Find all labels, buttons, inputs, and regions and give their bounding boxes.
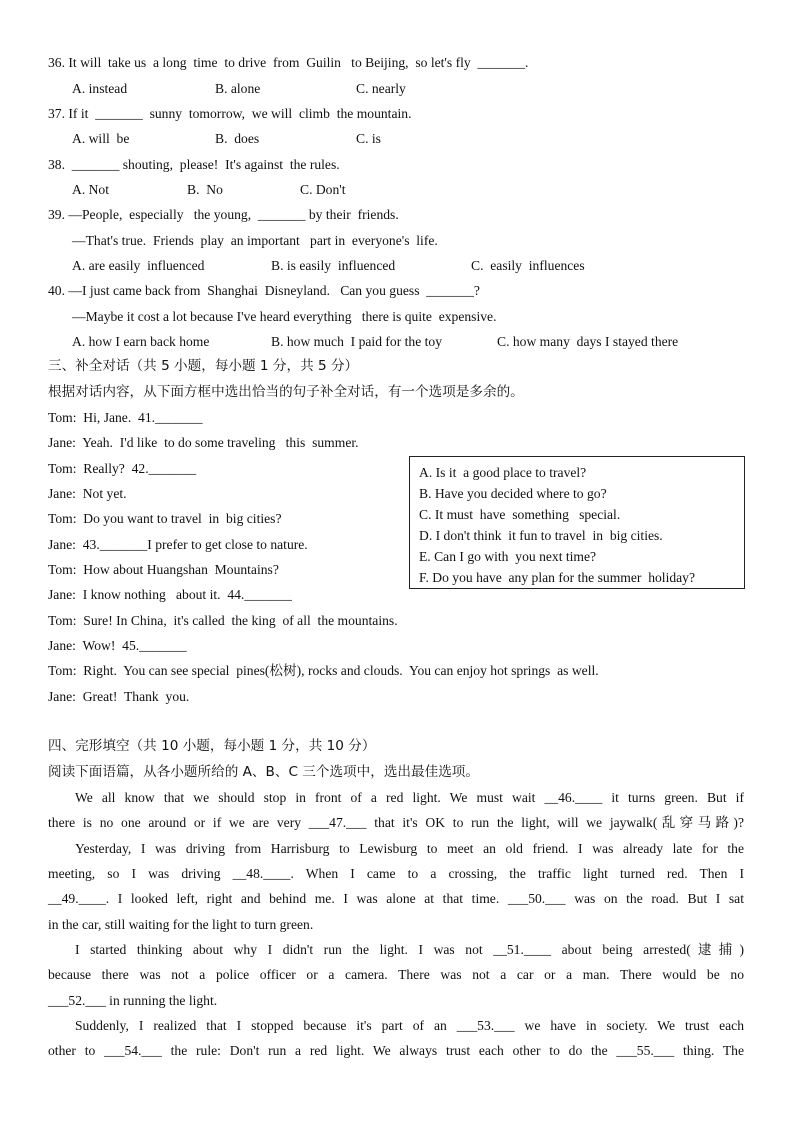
dialogue-line: Jane: 43._______I prefer to get close to nature. [48, 537, 308, 552]
question-37-option-b: B. does [215, 131, 260, 146]
dialogue-line: Jane: Yeah. I'd like to do some traveling this summer. [48, 435, 359, 450]
passage-line: ___52.___ in running the light. [48, 993, 218, 1008]
question-36-option-a: A. instead [72, 81, 128, 96]
dialogue-line: Tom: How about Huangshan Mountains? [48, 562, 279, 577]
question-37-option-a: A. will be [72, 131, 130, 146]
question-38-option-a: A. Not [72, 182, 110, 197]
question-38-option-b: B. No [187, 182, 223, 197]
question-36-option-c: C. nearly [356, 81, 406, 96]
passage-line: I started thinking about why I didn't run the light. I was not __51.____ about being arrested(逮捕) [75, 942, 744, 957]
question-40-option-a: A. how I earn back home [72, 334, 210, 349]
passage-line: We all know that we should stop in front of a red light. We must wait __46.____ it turns green. But if [75, 790, 744, 805]
question-37-stem: 37. If it _______ sunny tomorrow, we will climb the mountain. [48, 106, 412, 121]
question-38-option-c: C. Don't [300, 182, 346, 197]
passage-line: meeting, so I was driving __48.____. When I came to a crossing, the traffic light turned red. Then I [48, 866, 744, 881]
passage-line: other to ___54.___ the rule: Don't run a red light. We always trust each other to do the ___55.___ thing. The [48, 1043, 744, 1058]
question-39-option-a: A. are easily influenced [72, 258, 205, 273]
question-38-stem: 38. _______ shouting, please! It's against the rules. [48, 157, 340, 172]
dialogue-line: Jane: Great! Thank you. [48, 689, 190, 704]
passage-line: because there was not a police officer or a camera. There was not a car or a man. There would be no [48, 967, 744, 982]
question-39-option-c: C. easily influences [471, 258, 585, 273]
box-option: F. Do you have any plan for the summer holiday? [419, 570, 696, 585]
question-40-stem: 40. —I just came back from Shanghai Disneyland. Can you guess _______? [48, 283, 480, 298]
dialogue-line: Tom: Really? 42._______ [48, 461, 197, 476]
dialogue-line: Jane: Wow! 45._______ [48, 638, 187, 653]
box-option: C. It must have something special. [419, 507, 621, 522]
section-4-instruction: 阅读下面语篇，从各小题所给的 A、B、C 三个选项中，选出最佳选项。 [48, 764, 479, 780]
question-40-reply: —Maybe it cost a lot because I've heard everything there is quite expensive. [72, 309, 497, 324]
dialogue-line: Tom: Sure! In China, it's called the king of all the mountains. [48, 613, 398, 628]
question-37-option-c: C. is [356, 131, 381, 146]
options-box [409, 456, 745, 589]
dialogue-line: Tom: Hi, Jane. 41._______ [48, 410, 203, 425]
passage-line: there is no one around or if we are very ___47.___ that it's OK to run the light, will we jaywalk(乱穿马路)? [48, 815, 744, 830]
passage-line: in the car, still waiting for the light to turn green. [48, 917, 314, 932]
question-39-option-b: B. is easily influenced [271, 258, 396, 273]
section-4-title: 四、完形填空（共 10 小题，每小题 1 分，共 10 分） [48, 738, 376, 754]
dialogue-line: Tom: Do you want to travel in big cities? [48, 511, 282, 526]
box-option: D. I don't think it fun to travel in big cities. [419, 528, 663, 543]
question-36-stem: 36. It will take us a long time to drive from Guilin to Beijing, so let's fly _______. [48, 55, 529, 70]
section-3-instruction: 根据对话内容，从下面方框中选出恰当的句子补全对话，有一个选项是多余的。 [48, 384, 524, 400]
box-option: B. Have you decided where to go? [419, 486, 607, 501]
dialogue-line: Jane: I know nothing about it. 44._______ [48, 587, 292, 602]
box-option: A. Is it a good place to travel? [419, 465, 587, 480]
question-40-option-c: C. how many days I stayed there [497, 334, 679, 349]
passage-line: __49.____. I looked left, right and behind me. I was alone at that time. ___50.___ was on the road. But I sat [48, 891, 744, 906]
question-36-option-b: B. alone [215, 81, 261, 96]
box-option: E. Can I go with you next time? [419, 549, 597, 564]
question-40-option-b: B. how much I paid for the toy [271, 334, 443, 349]
dialogue-line: Jane: Not yet. [48, 486, 127, 501]
question-39-reply: —That's true. Friends play an important part in everyone's life. [72, 233, 438, 248]
passage-line: Yesterday, I was driving from Harrisburg to Lewisburg to meet an old friend. I was already late for the [75, 841, 744, 856]
passage-line: Suddenly, I realized that I stopped because it's part of an ___53.___ we have in society. We trust each [75, 1018, 744, 1033]
dialogue-line: Tom: Right. You can see special pines(松树), rocks and clouds. You can enjoy hot springs as well. [48, 663, 599, 678]
question-39-stem: 39. —People, especially the young, _______ by their friends. [48, 207, 399, 222]
section-3-title: 三、补全对话（共 5 小题，每小题 1 分，共 5 分） [48, 358, 359, 374]
